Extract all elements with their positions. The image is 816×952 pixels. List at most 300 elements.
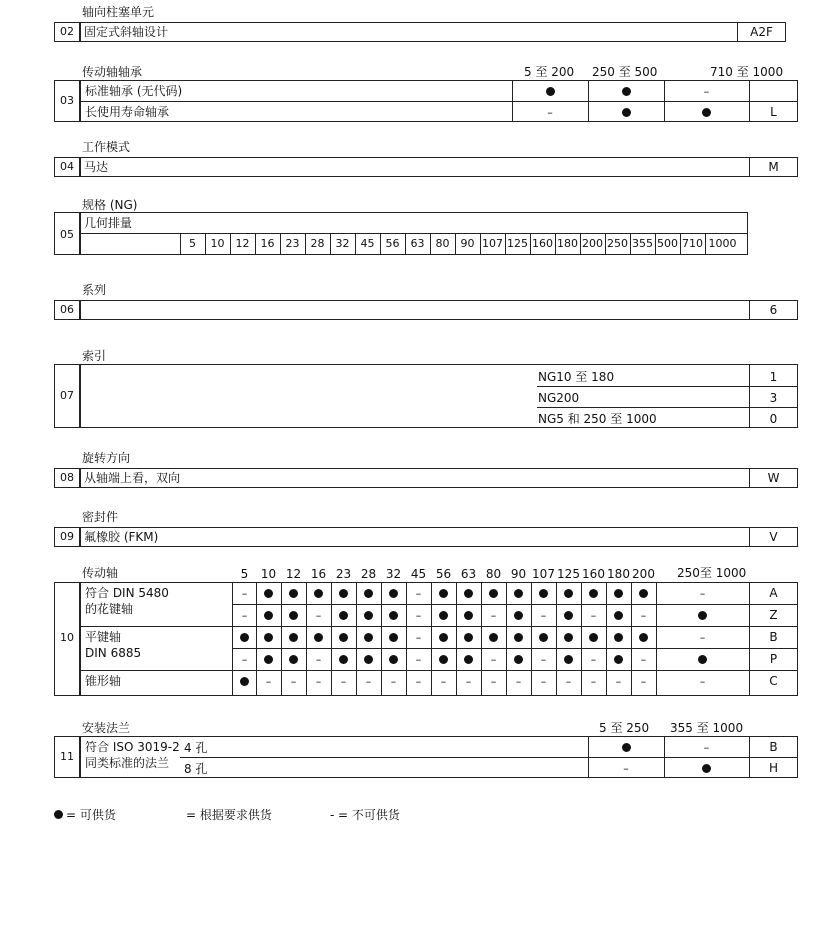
column-header: 355 至 1000: [670, 721, 744, 735]
size-value: 32: [335, 237, 350, 250]
size-value: 16: [260, 237, 275, 250]
available-dot-icon: [289, 633, 298, 642]
section-title: 传动轴: [82, 566, 119, 580]
row-label: NG5 和 250 至 1000: [538, 412, 657, 426]
cell-value: [406, 586, 431, 601]
dash-mark: –: [699, 587, 706, 600]
cell-value: [531, 608, 556, 623]
size-header: 28: [360, 567, 377, 581]
available-dot-icon: [314, 633, 323, 642]
cell-value: [431, 630, 456, 644]
size-value: 5: [189, 237, 196, 250]
cell-value: [232, 608, 257, 623]
dash-mark: –: [703, 85, 710, 98]
row-label: NG200: [538, 391, 580, 405]
available-dot-icon: [702, 108, 711, 117]
size-value: 180: [557, 237, 578, 250]
row-label: 长使用寿命轴承: [85, 105, 170, 119]
cell-value: [506, 608, 531, 622]
cell-value: [631, 630, 656, 644]
available-dot-icon: [622, 87, 631, 96]
dash-mark: –: [390, 675, 397, 688]
dash-mark: –: [315, 609, 322, 622]
cell-value: [481, 652, 506, 667]
dash-mark: –: [241, 587, 248, 600]
dash-mark: –: [640, 609, 647, 622]
dash-mark: –: [365, 675, 372, 688]
available-dot-icon: [389, 633, 398, 642]
cell-value: [656, 608, 749, 622]
cell-value: [506, 586, 531, 600]
size-value: 10: [210, 237, 225, 250]
size-header: 63: [460, 567, 477, 581]
dash-mark: –: [241, 653, 248, 666]
available-dot-icon: [364, 611, 373, 620]
cell-value: [232, 674, 257, 688]
group-label: 符合 ISO 3019-2: [85, 740, 180, 754]
dash-mark: –: [640, 653, 647, 666]
cell-value: [456, 652, 481, 666]
code-letter: L: [770, 105, 777, 119]
available-dot-icon: [364, 589, 373, 598]
cell-value: [556, 586, 581, 600]
available-dot-icon: [698, 655, 707, 664]
cell-value: [664, 105, 749, 119]
cell-value: [456, 608, 481, 622]
cell-value: [664, 84, 749, 99]
available-dot-icon: [240, 677, 249, 686]
available-dot-icon: [489, 589, 498, 598]
cell-value: [356, 674, 381, 689]
size-header: 32: [385, 567, 402, 581]
cell-value: [256, 586, 281, 600]
dash-mark: –: [590, 609, 597, 622]
group-label: 符合 DIN 5480: [85, 586, 169, 600]
available-dot-icon: [264, 589, 273, 598]
row-label: 固定式斜轴设计: [84, 25, 169, 39]
dash-mark: –: [699, 675, 706, 688]
cell-value: [256, 674, 281, 689]
legend-text: = 可供货: [66, 808, 116, 822]
cell-value: [331, 608, 356, 622]
cell-value: [306, 674, 331, 689]
available-dot-icon: [514, 655, 523, 664]
available-dot-icon: [614, 589, 623, 598]
cell-value: [256, 652, 281, 666]
available-dot-icon: [514, 611, 523, 620]
cell-value: [306, 608, 331, 623]
size-header: 125: [557, 567, 580, 581]
available-dot-icon: [289, 589, 298, 598]
available-dot-icon: [264, 633, 273, 642]
available-dot-icon: [389, 655, 398, 664]
section-number: 04: [60, 160, 74, 173]
group-label: 锥形轴: [85, 674, 122, 688]
column-header: 250至 1000: [677, 566, 747, 580]
code-letter: W: [767, 471, 780, 485]
dash-mark: –: [640, 675, 647, 688]
cell-value: [381, 652, 406, 666]
dash-mark: –: [315, 653, 322, 666]
dash-mark: –: [490, 675, 497, 688]
cell-value: [481, 608, 506, 623]
cell-value: [581, 630, 606, 644]
cell-value: [381, 630, 406, 644]
cell-value: [506, 674, 531, 689]
available-dot-icon: [439, 589, 448, 598]
available-dot-icon: [564, 655, 573, 664]
dash-mark: –: [415, 631, 422, 644]
size-header: 160: [582, 567, 605, 581]
size-value: 45: [360, 237, 375, 250]
dash-mark: –: [699, 631, 706, 644]
available-dot-icon: [339, 611, 348, 620]
size-header: 45: [410, 567, 427, 581]
cell-value: [281, 652, 306, 666]
group-label: 的花键轴: [85, 602, 134, 616]
section-title: 密封件: [82, 510, 119, 524]
size-value: 28: [310, 237, 325, 250]
dash-mark: –: [490, 653, 497, 666]
available-dot-icon: [639, 589, 648, 598]
cell-value: [606, 674, 631, 689]
available-dot-icon: [439, 633, 448, 642]
cell-value: [556, 608, 581, 622]
cell-value: [406, 674, 431, 689]
cell-value: [588, 105, 664, 119]
code-letter: B: [769, 630, 778, 644]
row-box: [80, 527, 750, 547]
cell-value: [581, 674, 606, 689]
cell-value: [356, 630, 381, 644]
cell-value: [588, 761, 664, 776]
code-letter: B: [769, 740, 778, 754]
cell-value: [656, 652, 749, 666]
group-label: DIN 6885: [85, 646, 142, 660]
section-title: 旋转方向: [82, 451, 131, 465]
cell-value: [356, 586, 381, 600]
section-number: 03: [60, 94, 74, 107]
available-dot-icon: [546, 87, 555, 96]
dash-mark: –: [440, 675, 447, 688]
cell-value: [631, 652, 656, 667]
available-dot-icon: [264, 611, 273, 620]
cell-value: [512, 105, 588, 120]
dash-mark: –: [490, 609, 497, 622]
size-value: 500: [657, 237, 678, 250]
cell-value: [481, 586, 506, 600]
section-title: 轴向柱塞单元: [82, 5, 155, 19]
available-dot-icon: [702, 764, 711, 773]
size-value: 710: [682, 237, 703, 250]
section-title: 传动轴轴承: [82, 65, 143, 79]
cell-value: [232, 652, 257, 667]
cell-value: [512, 84, 588, 98]
dash-mark: –: [465, 675, 472, 688]
dash-mark: –: [290, 675, 297, 688]
cell-value: [431, 674, 456, 689]
row-label: 几何排量: [84, 216, 133, 230]
code-letter: 6: [769, 303, 778, 317]
available-dot-icon: [464, 589, 473, 598]
cell-value: [656, 586, 749, 601]
cell-value: [556, 674, 581, 689]
size-header: 12: [285, 567, 302, 581]
column-header: 5 至 250: [599, 721, 650, 735]
cell-value: [606, 652, 631, 666]
available-dot-icon: [622, 743, 631, 752]
rule: [180, 757, 798, 758]
code-letter: P: [769, 652, 778, 666]
cell-value: [506, 630, 531, 644]
available-dot-icon: [514, 589, 523, 598]
holes-label: 4 孔: [184, 741, 208, 755]
cell-value: [606, 586, 631, 600]
cell-value: [256, 630, 281, 644]
available-dot-icon: [464, 611, 473, 620]
section-number: 06: [60, 303, 74, 316]
table-box: [80, 364, 798, 428]
section-title: 安装法兰: [82, 721, 131, 735]
available-dot-icon: [622, 108, 631, 117]
cell-value: [331, 674, 356, 689]
dash-mark: –: [241, 609, 248, 622]
available-dot-icon: [314, 589, 323, 598]
cell-value: [606, 630, 631, 644]
available-dot-icon: [439, 655, 448, 664]
available-dot-icon: [339, 633, 348, 642]
dash-mark: –: [315, 675, 322, 688]
available-dot-icon: [539, 633, 548, 642]
code-letter: C: [769, 674, 778, 688]
size-header: 5: [240, 567, 249, 581]
size-header: 200: [632, 567, 655, 581]
available-dot-icon: [614, 611, 623, 620]
cell-value: [664, 740, 749, 755]
size-header: 10: [260, 567, 277, 581]
available-dot-icon: [240, 633, 249, 642]
code-letter: A: [769, 586, 778, 600]
available-dot-icon: [264, 655, 273, 664]
available-dot-icon: [464, 655, 473, 664]
size-value: 12: [235, 237, 250, 250]
cell-value: [456, 630, 481, 644]
size-value: 56: [385, 237, 400, 250]
size-value: 125: [507, 237, 528, 250]
row-label: 标准轴承 (无代码): [85, 84, 183, 98]
available-dot-icon: [614, 655, 623, 664]
cell-value: [556, 630, 581, 644]
dash-mark: –: [415, 587, 422, 600]
available-dot-icon: [564, 633, 573, 642]
row-label: NG10 至 180: [538, 370, 615, 384]
column-header: 250 至 500: [592, 65, 658, 79]
cell-value: [456, 586, 481, 600]
dash-mark: –: [590, 653, 597, 666]
cell-value: [356, 608, 381, 622]
dash-mark: –: [340, 675, 347, 688]
dash-mark: –: [540, 653, 547, 666]
cell-value: [431, 608, 456, 622]
cell-value: [588, 84, 664, 98]
group-label: 同类标准的法兰: [85, 756, 170, 770]
dash-mark: –: [265, 675, 272, 688]
code-letter: 3: [769, 391, 778, 405]
cell-value: [256, 608, 281, 622]
size-value: 90: [460, 237, 475, 250]
section-number: 09: [60, 530, 74, 543]
available-dot-icon: [489, 633, 498, 642]
dash-mark: -: [330, 808, 335, 822]
cell-value: [581, 652, 606, 667]
dash-mark: –: [623, 762, 629, 775]
code-letter: 1: [769, 370, 778, 384]
dash-mark: –: [540, 609, 547, 622]
section-title: 规格 (NG): [82, 198, 138, 212]
cell-value: [588, 740, 664, 754]
section-title: 系列: [82, 283, 107, 297]
cell-value: [656, 674, 749, 689]
cell-value: [306, 586, 331, 600]
holes-label: 8 孔: [184, 762, 208, 776]
cell-value: [281, 674, 306, 689]
cell-value: [631, 674, 656, 689]
available-dot-icon: [564, 589, 573, 598]
column-header: 5 至 200: [524, 65, 575, 79]
size-value: 200: [582, 237, 603, 250]
size-header: 56: [435, 567, 452, 581]
code-letter: M: [768, 160, 779, 174]
available-dot-icon: [389, 589, 398, 598]
size-value: 355: [632, 237, 653, 250]
available-dot-icon: [339, 589, 348, 598]
code-letter: A2F: [750, 25, 773, 39]
size-value: 63: [410, 237, 425, 250]
cell-value: [531, 630, 556, 644]
code-letter: H: [768, 761, 779, 775]
row-label: 氟橡胶 (FKM): [84, 530, 159, 544]
section-number: 11: [60, 750, 74, 763]
size-value: 250: [607, 237, 628, 250]
size-value: 160: [532, 237, 553, 250]
available-dot-icon: [589, 589, 598, 598]
available-dot-icon: [639, 633, 648, 642]
legend-text: = 不可供货: [338, 808, 400, 822]
dash-mark: –: [703, 741, 710, 754]
size-value: 1000: [708, 237, 737, 250]
cell-value: [381, 674, 406, 689]
cell-value: [306, 652, 331, 667]
cell-value: [281, 630, 306, 644]
cell-value: [232, 586, 257, 601]
rule: [80, 670, 798, 671]
cell-value: [281, 586, 306, 600]
available-dot-icon: [614, 633, 623, 642]
row-label: 从轴端上看，双向: [84, 471, 181, 485]
row-label: 马达: [84, 160, 109, 174]
size-header: 180: [607, 567, 630, 581]
section-number: 05: [60, 228, 74, 241]
cell-value: [631, 586, 656, 600]
available-dot-icon: [54, 810, 63, 819]
available-dot-icon: [364, 633, 373, 642]
size-header: 23: [335, 567, 352, 581]
row-box: [80, 300, 750, 320]
section-number: 08: [60, 471, 74, 484]
available-dot-icon: [389, 611, 398, 620]
section-number: 02: [60, 25, 74, 38]
dash-mark: –: [615, 675, 622, 688]
cell-value: [306, 630, 331, 644]
rule: [80, 626, 798, 627]
size-value: 80: [435, 237, 450, 250]
dash-mark: –: [590, 675, 597, 688]
cell-value: [664, 761, 749, 775]
available-dot-icon: [539, 589, 548, 598]
available-dot-icon: [564, 611, 573, 620]
rule: [80, 101, 798, 102]
dash-mark: –: [415, 653, 422, 666]
size-header: 90: [510, 567, 527, 581]
rule: [232, 648, 798, 649]
dash-mark: –: [515, 675, 522, 688]
section-title: 工作模式: [82, 140, 131, 154]
cell-value: [556, 652, 581, 666]
code-letter: Z: [769, 608, 778, 622]
dash-mark: –: [540, 675, 547, 688]
size-header: 107: [532, 567, 555, 581]
code-letter: V: [769, 530, 778, 544]
cell-value: [631, 608, 656, 623]
cell-value: [406, 608, 431, 623]
cell-value: [331, 630, 356, 644]
available-dot-icon: [339, 655, 348, 664]
cell-value: [232, 630, 257, 644]
dash-mark: –: [547, 106, 553, 119]
rule: [537, 386, 798, 387]
available-dot-icon: [698, 611, 707, 620]
section-number: 07: [60, 389, 74, 402]
section-number: 10: [60, 631, 74, 644]
rule: [232, 604, 798, 605]
cell-value: [481, 630, 506, 644]
legend-text: = 根据要求供货: [186, 808, 272, 822]
size-value: 23: [285, 237, 300, 250]
size-value: 107: [482, 237, 503, 250]
cell-value: [406, 630, 431, 645]
cell-value: [531, 674, 556, 689]
cell-value: [456, 674, 481, 689]
cell-value: [531, 586, 556, 600]
available-dot-icon: [589, 633, 598, 642]
available-dot-icon: [514, 633, 523, 642]
dash-mark: –: [415, 675, 422, 688]
cell-value: [281, 608, 306, 622]
size-header: 80: [485, 567, 502, 581]
cell-value: [381, 586, 406, 600]
dash-mark: –: [565, 675, 572, 688]
cell-value: [431, 586, 456, 600]
cell-value: [331, 652, 356, 666]
cell-value: [431, 652, 456, 666]
cell-value: [356, 652, 381, 666]
rule: [537, 407, 798, 408]
available-dot-icon: [289, 655, 298, 664]
available-dot-icon: [439, 611, 448, 620]
code-letter: 0: [769, 412, 778, 426]
row-box: [80, 157, 750, 177]
dash-mark: –: [415, 609, 422, 622]
